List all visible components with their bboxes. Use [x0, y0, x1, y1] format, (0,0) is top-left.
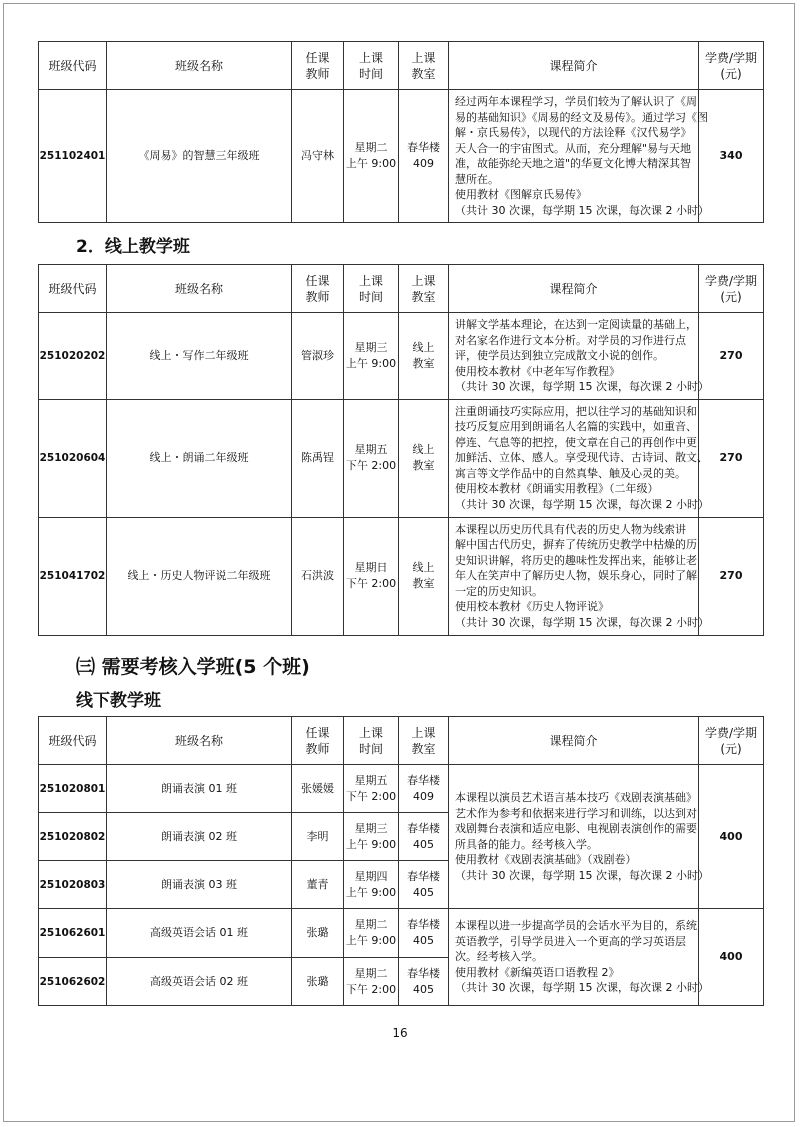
section-title-offline: 线下教学班	[76, 691, 161, 711]
teacher-name: 张媛媛	[292, 765, 344, 813]
teacher-name: 管淑珍	[292, 313, 344, 400]
class-name: 线上・朗诵二年级班	[107, 399, 292, 517]
header-teacher: 任课 教师	[292, 717, 344, 765]
table-row	[39, 313, 764, 400]
class-code: 251062601	[39, 909, 107, 958]
course-description: 本课程以进一步提高学员的会话水平为目的，系统 英语教学，引导学员进入一个更高的学习英语层 次。经考核入学。 使用教材《新编英语口语教程 2》 （共计 30 次课，每学期 15 次课，每次课 2 小时）	[449, 909, 699, 1006]
class-time: 星期二 上午 9:00	[344, 909, 399, 958]
classroom: 春华楼 409	[399, 765, 449, 813]
class-time: 星期日 下午 2:00	[344, 517, 399, 635]
class-code: 251062602	[39, 958, 107, 1006]
teacher-name: 张璐	[292, 958, 344, 1006]
tuition-fee: 270	[699, 517, 764, 635]
header-teacher: 任课 教师	[292, 42, 344, 90]
tuition-fee: 340	[699, 90, 764, 223]
header-fee: 学费/学期 (元)	[699, 265, 764, 313]
course-table-1	[38, 41, 764, 223]
header-fee: 学费/学期 (元)	[699, 717, 764, 765]
course-table-3	[38, 716, 764, 1006]
course-description: 本课程以历史历代具有代表的历史人物为线索讲 解中国古代历史，摒弃了传统历史教学中枯燥的历 史知识讲解，将历史的趣味性发挥出来，能够让老 年人在笑声中了解历史人物，娱乐身心，同时了解 一定的历史知识。 使用校本教材《历史人物评说》 （共计 30 次课，每学期 15 次课，每次课 2 小时）	[449, 517, 699, 635]
course-table-2	[38, 264, 764, 636]
course-description: 本课程以演员艺术语言基本技巧《戏剧表演基础》 艺术作为参考和依据来进行学习和训练，以达到对 戏剧舞台表演和适应电影、电视剧表演创作的需要 所具备的能力。经考核入学。 使用教材《戏剧表演基础》（戏剧卷） （共计 30 次课，每学期 15 次课，每次课 2 小时）	[449, 765, 699, 909]
class-time: 星期四 上午 9:00	[344, 861, 399, 909]
header-fee: 学费/学期 (元)	[699, 42, 764, 90]
course-description: 讲解文学基本理论，在达到一定阅读量的基础上， 对名家名作进行文本分析。对学员的习作进行点 评，使学员达到独立完成散文小说的创作。 使用校本教材《中老年写作教程》 （共计 30 次课，每学期 15 次课，每次课 2 小时）	[449, 313, 699, 400]
course-description: 注重朗诵技巧实际应用，把以往学习的基础知识和 技巧反复应用到朗诵名人名篇的实践中，如重音、 停连、气息等的把控，使文章在自己的再创作中更 加鲜活、立体、感人。享受现代诗、古诗词、散文、 寓言等文学作品中的自然真挚、触及心灵的美。 使用校本教材《朗诵实用教程》（二年级） （共计 30 次课，每学期 15 次课，每次课 2 小时）	[449, 399, 699, 517]
header-time: 上课 时间	[344, 42, 399, 90]
class-name: 朗诵表演 01 班	[107, 765, 292, 813]
teacher-name: 陈禹锃	[292, 399, 344, 517]
course-description: 经过两年本课程学习，学员们较为了解认识了《周 易的基础知识》《周易的经文及易传》。通过学习《图 解・京氏易传》，以现代的方法诠释《汉代易学》 天人合一的宇宙图式。从而，充分理解"易与天地 准，故能弥纶天地之道"的华夏文化博大精深其智 慧所在。 使用教材《图解京氏易传》 （共计 30 次课，每学期 15 次课，每次课 2 小时）	[449, 90, 699, 223]
class-time: 星期三 上午 9:00	[344, 813, 399, 861]
header-teacher: 任课 教师	[292, 265, 344, 313]
header-room: 上课 教室	[399, 42, 449, 90]
page-number: 16	[392, 1026, 408, 1040]
class-code: 251020604	[39, 399, 107, 517]
table-header-row	[39, 717, 764, 765]
class-code: 251020802	[39, 813, 107, 861]
class-time: 星期二 下午 2:00	[344, 958, 399, 1006]
teacher-name: 李明	[292, 813, 344, 861]
section-title-exam: ㈢ 需要考核入学班(5 个班)	[76, 656, 310, 678]
table-row	[39, 909, 764, 958]
class-name: 线上・写作二年级班	[107, 313, 292, 400]
class-code: 251020801	[39, 765, 107, 813]
class-name: 高级英语会话 01 班	[107, 909, 292, 958]
class-name: 朗诵表演 02 班	[107, 813, 292, 861]
class-name: 高级英语会话 02 班	[107, 958, 292, 1006]
header-name: 班级名称	[107, 42, 292, 90]
class-name: 《周易》的智慧三年级班	[107, 90, 292, 223]
class-code: 251020803	[39, 861, 107, 909]
classroom: 春华楼 409	[399, 90, 449, 223]
class-code: 251020202	[39, 313, 107, 400]
table-row	[39, 399, 764, 517]
teacher-name: 冯守林	[292, 90, 344, 223]
header-code: 班级代码	[39, 717, 107, 765]
classroom: 春华楼 405	[399, 861, 449, 909]
classroom: 春华楼 405	[399, 909, 449, 958]
tuition-fee: 400	[699, 909, 764, 1006]
header-desc: 课程简介	[449, 42, 699, 90]
table-header-row	[39, 42, 764, 90]
section-title-online: 2．线上教学班	[76, 237, 190, 257]
header-time: 上课 时间	[344, 265, 399, 313]
tuition-fee: 270	[699, 399, 764, 517]
table-row	[39, 517, 764, 635]
header-room: 上课 教室	[399, 265, 449, 313]
table-header-row	[39, 265, 764, 313]
teacher-name: 石洪波	[292, 517, 344, 635]
class-code: 251102401	[39, 90, 107, 223]
header-desc: 课程简介	[449, 717, 699, 765]
class-time: 星期五 下午 2:00	[344, 765, 399, 813]
tuition-fee: 270	[699, 313, 764, 400]
tuition-fee: 400	[699, 765, 764, 909]
classroom: 春华楼 405	[399, 958, 449, 1006]
header-room: 上课 教室	[399, 717, 449, 765]
class-time: 星期二 上午 9:00	[344, 90, 399, 223]
header-name: 班级名称	[107, 265, 292, 313]
header-desc: 课程简介	[449, 265, 699, 313]
classroom: 线上 教室	[399, 517, 449, 635]
table-row	[39, 765, 764, 813]
classroom: 线上 教室	[399, 399, 449, 517]
classroom: 线上 教室	[399, 313, 449, 400]
header-time: 上课 时间	[344, 717, 399, 765]
class-time: 星期三 上午 9:00	[344, 313, 399, 400]
class-code: 251041702	[39, 517, 107, 635]
class-name: 朗诵表演 03 班	[107, 861, 292, 909]
header-code: 班级代码	[39, 265, 107, 313]
teacher-name: 张璐	[292, 909, 344, 958]
header-name: 班级名称	[107, 717, 292, 765]
table-row	[39, 90, 764, 223]
teacher-name: 董青	[292, 861, 344, 909]
header-code: 班级代码	[39, 42, 107, 90]
class-name: 线上・历史人物评说二年级班	[107, 517, 292, 635]
class-time: 星期五 下午 2:00	[344, 399, 399, 517]
classroom: 春华楼 405	[399, 813, 449, 861]
